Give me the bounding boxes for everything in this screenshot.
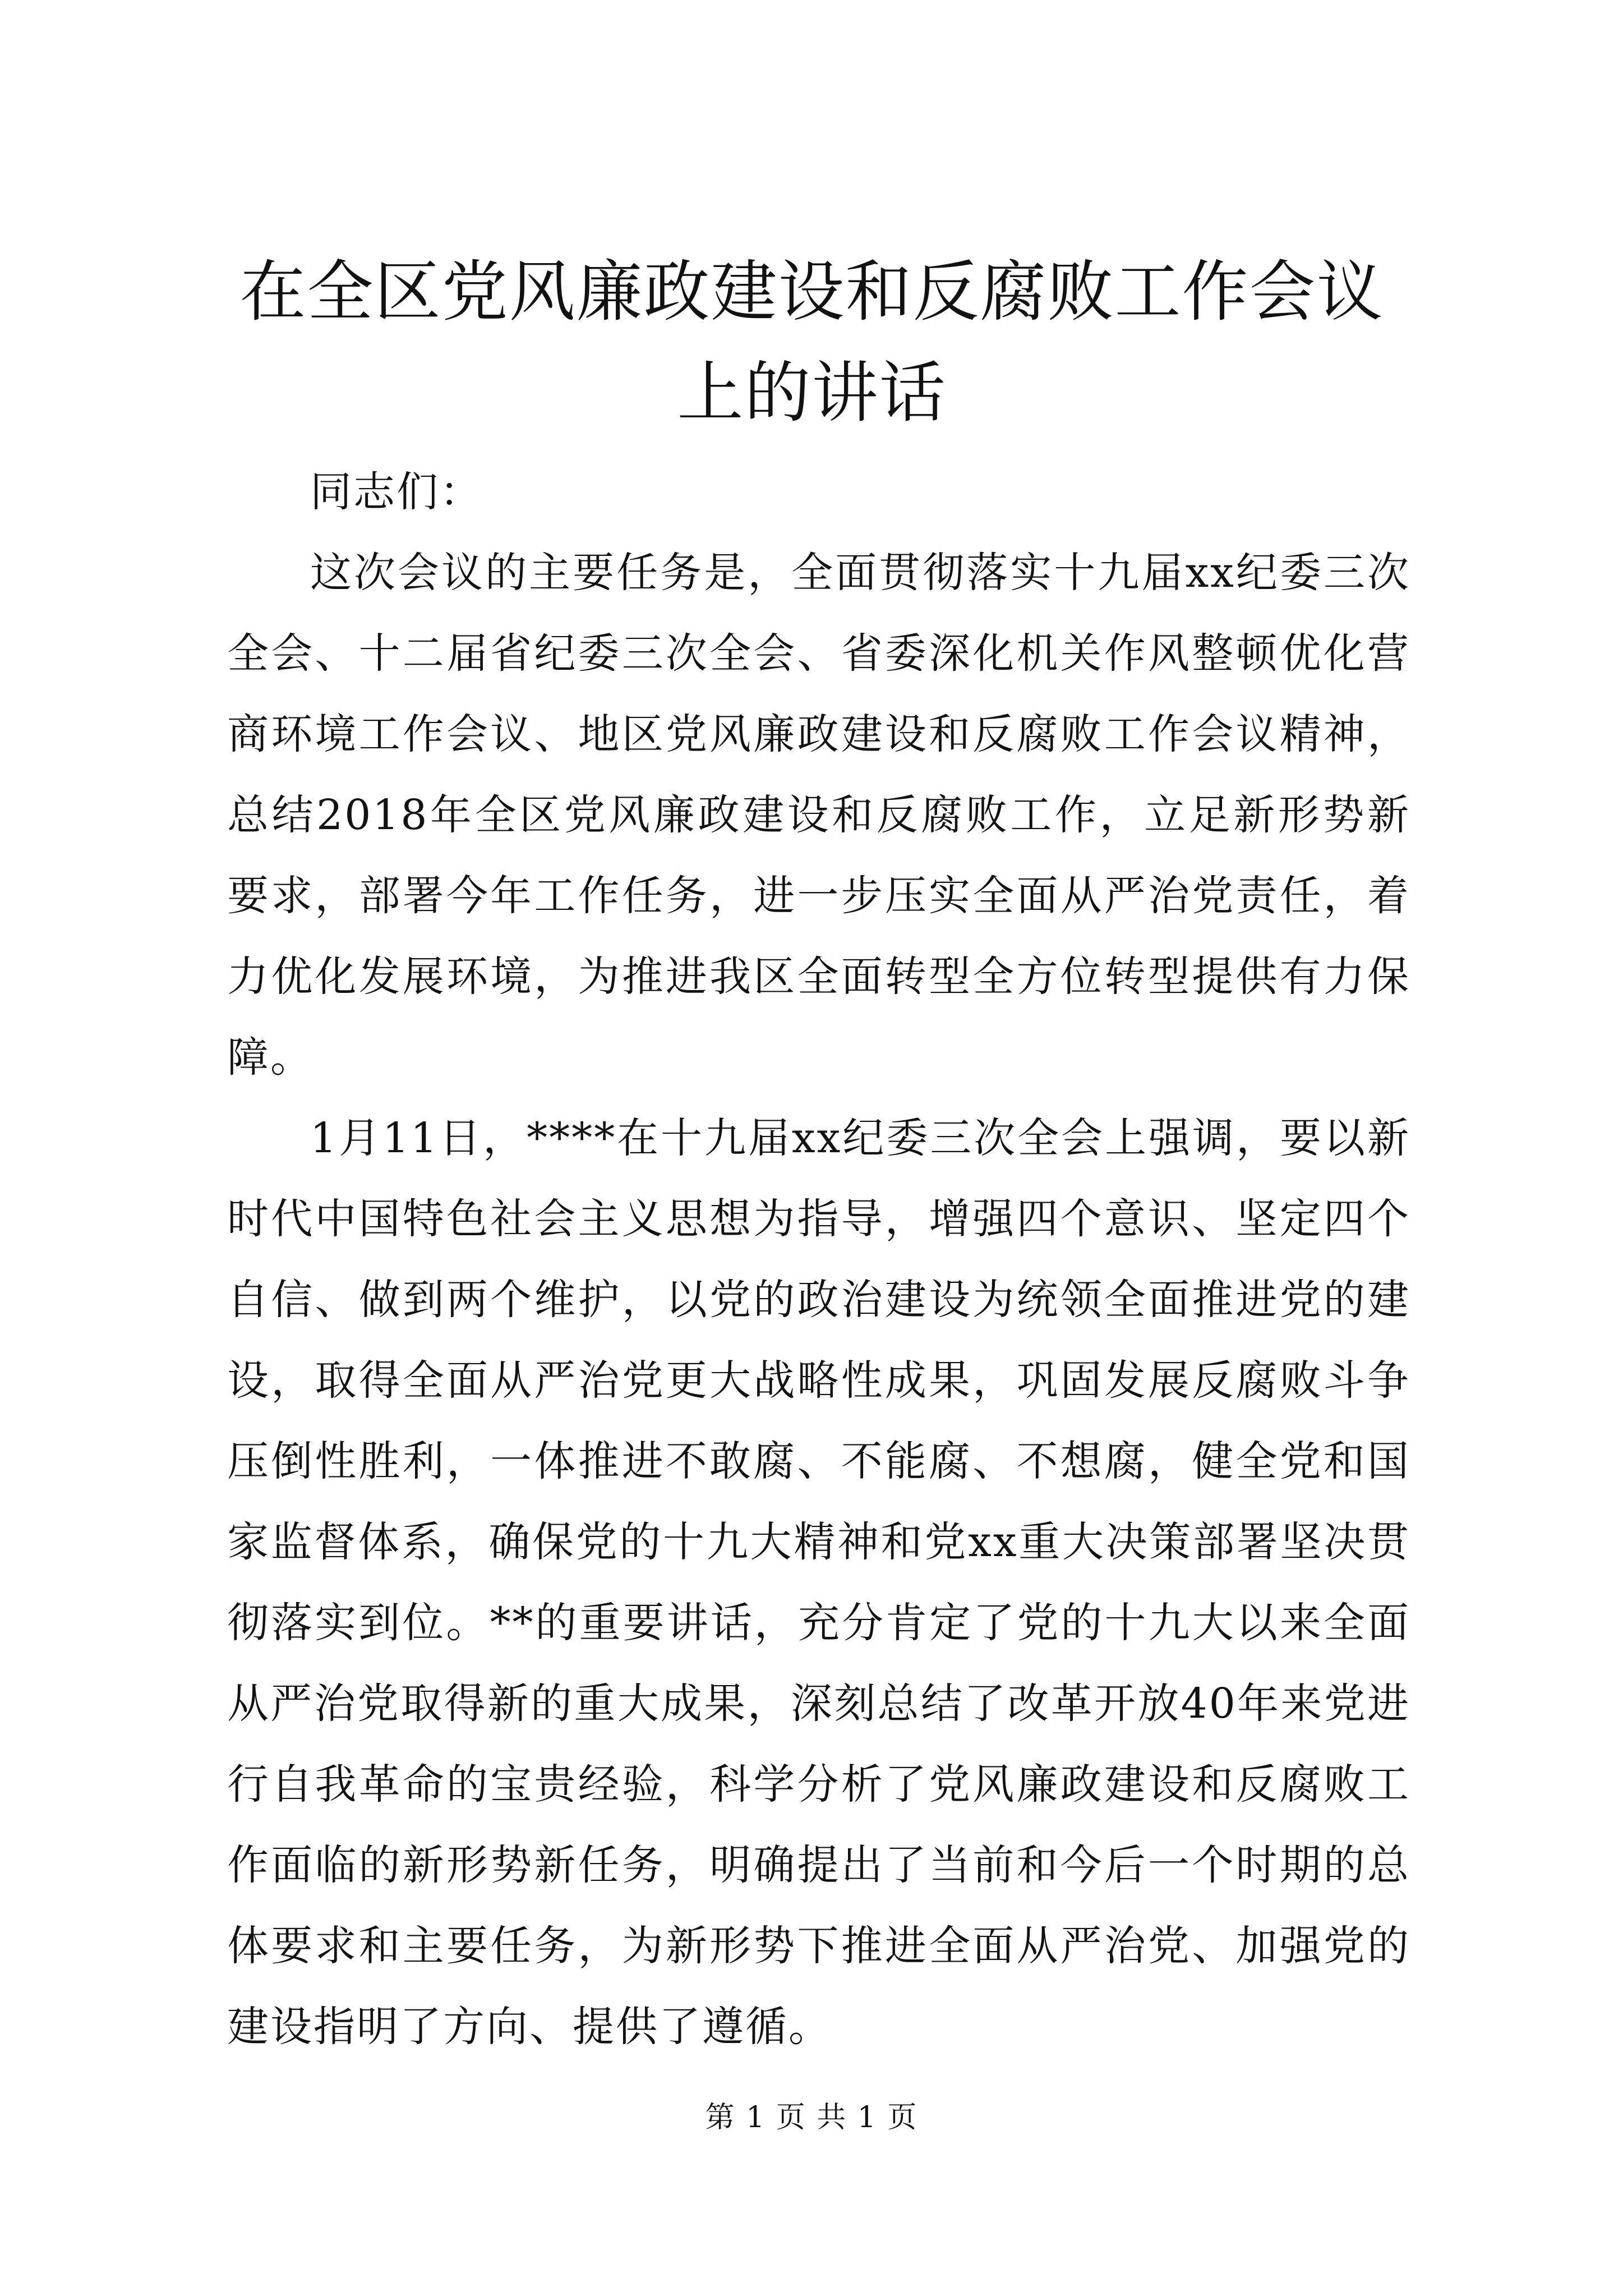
document-body — [227, 452, 1410, 2067]
salutation-paragraph: 同志们： — [310, 468, 483, 516]
body-paragraph-2: 1月11日，****在十九届xx纪委三次全会上强调，要以新时代中国特色社会主义思想为指导，增强四个意识、坚定四个自信、做到两个维护，以党的政治建设为统领全面推进党的建设，取得全面从严治党更大战略性成果，巩固发展反腐败斗争压倒性胜利，一体推进不敢腐、不能腐、不想腐，健全党和国家监督体系，确保党的十九大精神和党xx重大决策部署坚决贯彻落实到位。**的重要讲话，充分肯定了党的十九大以来全面从严治党取得新的重大成果，深刻总结了改革开放40年来党进行自我革命的宝贵经验，科学分析了党风廉政建设和反腐败工作面临的新形势新任务，明确提出了当前和今后一个时期的总体要求和主要任务，为新形势下推进全面从严治党、加强党的建设指明了方向、提供了遵循。 — [227, 1114, 1410, 2051]
document-title: 在全区党风廉政建设和反腐败工作会议上的讲话 — [239, 253, 1384, 431]
page-footer: 第 1 页 共 1 页 — [705, 2101, 918, 2134]
body-paragraph-1: 这次会议的主要任务是，全面贯彻落实十九届xx纪委三次全会、十二届省纪委三次全会、省委深化机关作风整顿优化营商环境工作会议、地区党风廉政建设和反腐败工作会议精神，总结2018年全区党风廉政建设和反腐败工作，立足新形势新要求，部署今年工作任务，进一步压实全面从严治党责任，着力优化发展环境，为推进我区全面转型全方位转型提供有力保障。 — [227, 549, 1410, 1082]
